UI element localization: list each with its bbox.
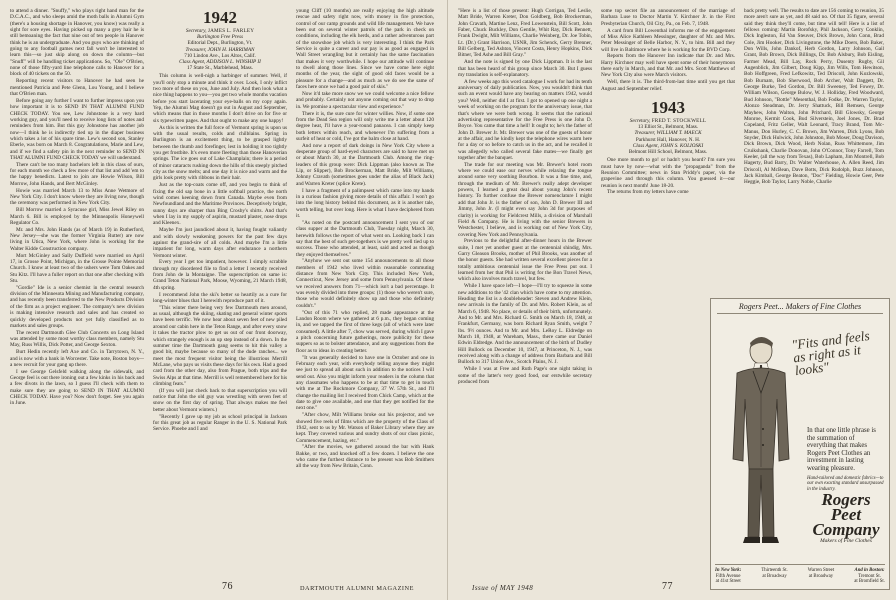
paragraph: There can't be too many bachelors left in this class of ours, for each month we check a few more of that list and add 'em to the happy benedicts. Latest to join are Howie Wilson, Bill Morrow, John Hands, and Bert McGinley. xyxy=(10,161,144,187)
paragraph: Reports from the Hanover Inn indicate that Dr. and Mrs. Harry Kirchner may well have spent some of their honeymoon there early in March, and that Mr. and Mrs. Scott Matthews of New York City also were March visitors. xyxy=(601,53,735,79)
paragraph: "After the movies, we gathered around the bar with Hank Bakke, or two, and knocked off a few dozen. I believe the one who came the furthest distance to be present was Bob Smithers all the way from New Britain, Conn. xyxy=(296,444,434,470)
paragraph: some top secret file an announcement of the marriage of Barbara Luse to Doctor Martin Y. Kirchner Jr. in the First Presbyterian Church, Oil City, Pa., on Feb. 7, 1948. xyxy=(601,8,735,27)
store-3 xyxy=(808,568,834,585)
page-77 xyxy=(448,0,896,600)
logo-line-1: Rogers Peet xyxy=(821,490,871,524)
rogers-peet-advertisement xyxy=(710,298,890,590)
paragraph: I see George Gelsfeld walking along the sidewalk, and George feel is out there ironing out a few kinks in his back and a few divots in the lawn, so I guess I'll check with them to make sure they are going to SEND IN THAT ALUMNI CHECK TODAY. Have you? Now don't forget. See you again in June. xyxy=(10,368,144,407)
right-column-1 xyxy=(458,8,592,568)
secretary-name-1943: FRED T. STOCKWELL xyxy=(651,117,707,124)
right-footer xyxy=(662,581,673,592)
ad-script-tagline: "Fits and feels as right as it looks" xyxy=(790,327,871,379)
paragraph: Mort McGinley and Sally Duffield were married on April 17, in Grosse Point, Michigan, in the Grosse Pointe Memorial Church. I know at least two of the ushers were Tom Oakes and Stu Kitz. I'll have a fuller report on that one after checking with Stu. xyxy=(10,252,144,284)
store-3-street: Warren Street xyxy=(807,568,835,574)
paragraph: The trade for our meeting was Mr. Brewer's hotel room where we could ease our nerves while relaxing the tongue around some very soothing Bourbon. It was a fine time, and, through the medium of Mr. Brewer's really adept developer powers, I learned a great deal about young John's recent history. To further confuse the Brewer nomenclature I might add that John Jr. is the father of son, John D. Brewer III and Jimmy, John Jr. (I might even say John 3d for purposes of clarity) is working for Fieldcrest Mills, a division of Marshall Field & Company. He is living with the senior Brewers in Westchester, I believe, and is working out of New York City, covering New York and Pennsylvania. xyxy=(458,161,592,238)
paragraph: The recent Dartmouth Glee Club Concerts on Long Island was attended by some most worthy class members, namely Stu May, Russ Willis, Dick Potter, and George Sexton. xyxy=(10,329,144,349)
paragraph: "After chow, Milt Williams broke out his projector, and we showed five reels of films which are the property of the Class of 1942, sent to us by Mr. Watson of Baker Library where they are kept. They covered various and sundry shots of our class picnic, Commencement, hazing, etc." xyxy=(296,412,434,444)
paragraph: Just as the top-coats come off, and you begin to think of fixing the old sap bone in a little softball practice, the north wind comes keening down from Canada. Maybe even from Newfoundland and the Maritime Provinces. Deceptively bright, sunny days are sharper than Bing Crosby's shirts. And that's when I lay in my supply of aspirin, mustard plaster, nose drops and Kleenex. xyxy=(153,182,287,227)
paragraph: There it is, the sure cure for winter willies. Now, if some one from the Dead Sea region will only write me a letter about 120 degree heat, I'll have a year-round panacea. I can simply keep both letters within reach, and whenever I'm suffering from a surfeit of heat or cold, I've got the balm close at hand. xyxy=(296,110,434,142)
paragraph: And the note is signed by one Dick Lippman. It is the last that has been heard of this group since March 30. But I guess my translation is self-explanatory. xyxy=(458,59,592,78)
paragraph: to attend a dinner. "Snuffy," who plays right hand man for the D.C.A.C., and who sleeps amid the moth balls in Alumni Gym (there's a housing shortage in Hanover, you know) was really a sight for sore eyes. Having picked up many a grey hair he is still bemoaning the fact that nine out of ten people in Hanover think he is an undergraduate. And you guys who are thinking of going to any football games next fall won't be interested to learn this—so just skip along on down the column—but "Snuff" will be handling ticket applications. So, "Ole" O'Brien, none of those fifty-yard line telephone calls to Hanover for a block of 40 tickets on the 50. xyxy=(10,8,144,78)
paragraph: Bill Morrow married a Syracuse girl, Miss Jewel Riley on March 6. Bill is employed by the Minneapolis Honeywell Regulator Co. xyxy=(10,207,144,226)
store-4 xyxy=(854,568,885,585)
store-2-street: Thirteenth St. xyxy=(761,568,788,574)
store-2-cross: at Broadway xyxy=(762,573,787,579)
logo-line-2: Company xyxy=(812,520,880,539)
treasurer: Treasurer, JOHN H. HARRIMAN xyxy=(185,46,255,53)
ad-header: Rogers Peet... Makers of Fine Clothes xyxy=(717,302,883,314)
logo-line-3: Makers of Fine Clothes xyxy=(820,538,872,544)
paragraph: Every year I get too impatient, however. I simply scrabble through my disordered file to find a letter I recently received from John de la Montaigne. The superscription on same is: Grand Teton National Park, Moose, Wyoming, 21 March 1948, 4th spring. xyxy=(153,259,287,291)
paragraph: While I have space left—I hope—I'll try to squeeze in some new additions to the '42 clan which have come to my attention. Heading the list is a doubleheader: Steven and Andrew Klein, new arrivals in the family of Dr. and Mrs. Robert Klein, as of March 6, 1948. No place, or details of their birth, unfortunately. And to Mr. and Mrs. Richard G. Smith on March 18, 1948, at Frankfurt, Germany, was born Richard Ryan Smith, weight 7 lbs. 9½ ounces. And to Mr. and Mrs. LeRoy L. Eldredge on March 18, 1948, at Wareham, Mass., there came our Daniel Edwin Eldredge. And the announcement of the birth of Dudley Hill Bullock on December 10, 1947, at Princeton, N. J., was received along with a change of address from Barbara and Bill Bullock to 317 Union Ave., Scotch Plains, N. J. xyxy=(458,283,592,366)
magazine-title: DARTMOUTH ALUMNI MAGAZINE xyxy=(300,585,414,592)
paragraph: "Recently I gave up my job as school principal in Jackson for this great job as regular Ranger in the U. S. National Park Service. Phoebe and I and xyxy=(153,413,287,433)
paragraph: While I was at Free and Ruth Page's one night taking in some of the latter's very good food, our erstwhile secretary produced from xyxy=(458,366,592,385)
paragraph: back pretty well. The results to date are 156 coming to reunion, 35 more aren't sure as yet, and 48 said no. Of that 35 figure, several said they think they'll come, but time will tell! Here is a list of fellows coming: Martin Borofsky, Phil Jackson, Gerry Conklin, Dick Ingleston, Ed Van Steuver, Dick Brown, John Conn, Brad Cole, Jim Hooker, Dick Livingstone, the Mike Doers, Bob Baker, Don Wills, John Dankof, Herb Gordon, Larry Johnson, Gail Grant, Bob Brown, Dick Billings, Dr. Bob Alsbury, Bob Eisling, Farmer Mead, Bill Lay, Rock Perry, Dusenty Rugby, Gil Augenblick, Jim Gilbert, Doug Kipp, Jim Wills, Tom Hewitson, Bob Hoffgreen, Fred Lefkowitz, Ted Driscoll, John Kozlowski, Bob Burnam, Bob Sherwood, Bob Archer, Walt Daggett, Dr. George Burke, Ted Gordon, Dr. Bill Sweeney, Ted Fowey, Dr. William Wilson, George Bulow, W. J. Holliday, Fred Woodward, Bud Johnson, "Bottle" Mesenthal, Bob Fodke, Dr. Warren Taylor, Alonzo Steadman, Dr. Jerry Shattuck, Bill Remsen, George Mayhew, John Walton, John Pritchard, Bill Glowsky, George Monroe, Kermit Cook, Bud Silverstein, Joel Jones, Dr. Brad Copeland, Fritz Geller, Walt Leonard, Tracy Brand, Tom Mc-Manus, Don Hurley, C. C. Brown, Jim Warren, Dick Lyons, Bob Snyder, Dick Hulwick, John Johnston, Bob Moser, Doug Davison, Dick Brown, Dick Wood, Herb Nolan, Russ Whittemore, Jim Cruikshank, Charlie Donovan, John O'Connor, Tony Farrell, Tom Keeler, (all the way from Texas), Bob Lapham, Jim Montrell, Bob Hagerty, Bud Barry, Dr. Walter Waterhouse, A. Allen Reed, Jim Driscoll, Al McBean, Dave Botts, Dick Rudolph, Buzz Johnson, Jack Kimball, George Beaton, "Doc" Fielding, Howie Geer, Pete Heggie, Bob Taylor, Larry Noble, Charlie xyxy=(744,8,884,186)
paragraph: And now a report of dark doings in New York City where a desperate group of hard-eyed characters are said to have met on or about March 30, at the Dartmouth Club. Among the ring-leaders of this group were: Dick Lippman (also known as The Lip, or Slipper), Bob Brockerman, Matt Bride, Milt Williams, Johnny Cravath (sometimes goes under the alias of Black Jack) and Warren Kreter (splice Krete). xyxy=(296,142,434,187)
class-agent-address-1943: Belmont Hill School, Belmont, Mass. xyxy=(628,148,708,155)
paragraph: Reporting recent visitors to Hanover he had seen he mentioned Patricia and Pete Glenn, Lou Young, and I believe that O'Brien man. xyxy=(10,78,144,97)
page-number-76: 76 xyxy=(222,581,233,592)
store-1-street: Fifth Avenue xyxy=(715,573,741,579)
secretary-name: JAMES L. FARLEY xyxy=(207,28,255,34)
left-column-1 xyxy=(10,8,144,568)
class-agent-address: 17 State St., Marblehead, Mass. xyxy=(187,65,253,72)
paragraph: "Out of this 71 who replied, 28 made appearance at the Landon Room where we gathered at 6 p.m., they began coming in, and we tapped the first of three kegs (all of which were later consumed). A little after 7, chow was served, during which I gave a pitch concerning future gatherings, more publicity for these suppers so as to bolster attendance, and any suggestions from the floor as to ideas in creating better. xyxy=(296,309,434,354)
paragraph: I have a fragment of a palimpsest which came into my hands in a curious fashion giving more details of this affair. I won't go into the long history behind this document, as it is another tale, worth telling, but over long. Here is what I have deciphered from it. xyxy=(296,187,434,219)
man-in-suit-illustration xyxy=(717,329,801,547)
store-3-cross: at Broadway xyxy=(808,573,834,579)
paragraph: As this is written the full force of Vermont spring is upon us with the usual results, colds and chilblains. Spring in Burlington is an excitement thing, to be grasped lightly between the thumb and forefinger, lest in holding it too tightly you get frostbite. It's even more fleeting than those Hanoverian springs. The ice goes out of Lake Champlain; there is a period of minor cataracts rushing down the hills of this steeply pitched city as the snow melts; and one day it is nice and warm and the girls look pretty with ribbons in their hair. xyxy=(153,124,287,182)
paragraph: A few weeks ago this word catalogue I work for had its tenth anniversary of daily publication. Now, you wouldn't think that such an event would have any bearing on matters 1942, would you? Well, neither did I at first. I got to opened up one night a week of working on the program for the anniversary issue, that that's where we were both wrong. It seems that the national advertising representative for the Free Press is one John D. Boyce. You came that time a hell! It ought to; he's the father of John D. Brewer Jr. Mr. Brewer was one of the guests of honor at the affair, and he kindly kept the telephone wires warm here for a day or so before to catch us in the act, and he recalled it was allegedly who called several fake mates—we finally get together after the banquet. xyxy=(458,78,592,161)
secretary-address: Burlington Free Press xyxy=(196,34,243,41)
paragraph: The returns from my letters have come xyxy=(607,189,689,196)
store-1-cross: at 41st Street xyxy=(715,579,741,585)
class-agent-1943: Class Agent, JOHN S. KOLIOSKI xyxy=(632,142,704,149)
class-agent: Class Agent, ADDISON L. WINSHIP II xyxy=(179,59,261,66)
right-column-3 xyxy=(744,8,884,292)
paragraph: "Anyhow we sent out some 154 announcements to all those members of 1942 who lived within reasonable commuting distance from New York City. This included New York, Connecticut, New Jersey and some from Pennsylvania. Of these we received answers from 71—which isn't a bad percentage. It was evenly divided into three groups: (1) those who weren't sure, those who would definitely show up and those who definitely couldn't." xyxy=(296,258,434,309)
store-locations xyxy=(715,564,885,585)
paragraph: young Cliff (10 months) are really enjoying the high altitude rescue and safety right now, with money in fire protection, control of our camp grounds and wild life management. We have been out on several winter patrols of the park in check on conditions, including the elk herds, and a rather adventurous part of the snowshoe job which is very interesting. I think the Park Service is quite a career and our pay is as good as engaged in Wall Street wrangling but it certainly has the same fascination that makes it very worthwhile. I hope our attitude will continue to dwell along those lines. Since we have come here eight months of the year, the sight of good old faces would be a pleasure for a change—and as much as we do see the same ol' faces here once we had a good pair of skis." xyxy=(296,8,434,91)
secretary-label: Secretary, xyxy=(185,28,207,34)
secretary-address-2: Editorial Dept., Burlington, Vt. xyxy=(187,40,253,47)
treasurer-address-1943: Parkhurst Hall, Hanover, N. H. xyxy=(635,136,701,143)
paragraph: Maybe I'm just jaundiced about it, having fought valiantly and with slowly weakening powers for the past few days against the grand-sire of all colds. And maybe I'm a little impatient for long, warm days after endurance a northern Vermont winter. xyxy=(153,227,287,259)
paragraph: One more month to go! or hadn't you heard? I'm sure you must have by now—what with the "propaganda" from the Reunion Committee; news in Stan Priddy's paper, via the grapevine and through this column. You guessed it—our reunion is next month! June 18-20. xyxy=(601,157,735,189)
store-2 xyxy=(761,568,787,585)
paragraph: A card from Bill Lowenthal informs me of the engagement of Miss Alice Kathleen Messinger, daughter of Mr. and Mrs. Peter Messinger of Belle Harbor, N. Y., to him. Bill and they will live in Baltimore where he is working for the BVD Corp. xyxy=(601,27,735,53)
paragraph: "Gordie" Ide is a senior chemist in the central research division of the Minnesota Mining and Manufacturing company, and has recently been transferred to the New Products Division of the firm as a project engineer. The company's new division is making intensive research and sales and has created so quickly developed products not yet fully classified as to markets and sales groups. xyxy=(10,284,144,329)
ad-small-text: Hand-tailored and domestic fabrics—to our own exacting standard unsurpassed in the industry. xyxy=(807,475,884,493)
paragraph: Previous to the delightful after-dinner hours in the Brewer suite, I met yet another guest at the centennial shindig, Mrs. Garry Gleason Brooks, mother of Phil Brooks, was another of the honor guests. She had written several excellent pieces for a totally ambitious centennial issue the Free Press put out. I learned from her that Phil is writing for the Bon Travel News, which also involves much travel, but few. xyxy=(458,238,592,283)
paragraph: "As noted on the postcard announcement I sent you of our class supper at the Dartmouth Club, Tuesday night, March 30, herewith follows the report of what went on. Looking back I can say that the best of such get-togethers is we pretty well tied up to success. Those who attended, at least, said and acted as though they enjoyed themselves." xyxy=(296,219,434,258)
class-year-heading: 1942 xyxy=(203,8,237,27)
class-year-heading-1943: 1943 xyxy=(651,97,685,117)
right-column-2-text xyxy=(601,8,735,92)
store-1-label: In New York: xyxy=(715,568,742,574)
left-column-2-text xyxy=(153,73,287,432)
page-number-77: 77 xyxy=(662,581,673,592)
left-footer xyxy=(222,581,233,592)
issue-date: Issue of MAY 1948 xyxy=(472,584,534,592)
paragraph: This column is well-nigh a harbinger of summer. Well, if you'll only stop a minute and think it over. Look, I only inflict two more of these on you, June and July. And then look what a nice thing happens to you—you get two whole months vacation before you start lacerating your eye-balls on my copy again. Yep, the Alumni Mag doesn't go out in August and September, which means that in those months I don't drive on for five or six typewritten pages. And that ought to make any one happy! xyxy=(153,73,287,124)
secretary-address-1943: 13 Elliot St., Belmont, Mass. xyxy=(637,124,699,131)
store-4-street: Tremont St. xyxy=(858,573,881,579)
left-column-2 xyxy=(153,8,287,568)
treasurer-1943: Treasurer, WILLIAM T. MAECK xyxy=(634,130,702,137)
paragraph: Now it'd take more snow we we could welcome a nice fellow and probably. Certainly not anyone coming out that way to drop in. We promise a spectacular view and experience." xyxy=(296,90,434,110)
paragraph: Before going any further I want to further impress upon you how important it is to SEND IN THAT ALUMNI FUND CHECK TODAY. You see, Lew Johnstone is a very hard working guy, and you'll need to receive long lists of notes and reminders from him. But this guy Johnstone has another job now—I think he is indirectly tied up in the diaper business which takes a lot of his spare time. Lew's second son, Stanley Eberle, was born on March 8. Congratulations, Marie and Lew, and if we find a safety pin in the next reminder to SEND IN THAT ALUMNI FUND CHECK TODAY we will understand. xyxy=(10,97,144,161)
ad-body xyxy=(807,427,885,493)
class-officers xyxy=(153,28,287,71)
store-4-cross: at Bromfield St. xyxy=(854,579,885,585)
store-1 xyxy=(715,568,741,585)
treasurer-address: 710 Lindon Ave., Los Altos, Calif. xyxy=(184,52,256,59)
paragraph: "Here is a list of those present: Hugh Corrigan, Ted Leslie, Matt Bride, Warren Kreter, Don Goldberg, Bob Brockerman, John Cravath, Martine Lenz, Fred Lowenstein, Bill Scott, John Faber, Chuck Buckley, Don Gentile, Whit Ray, Dick Bennett, Frank Dwight, Milt Williams, Charlie Weinberg, Dr. Joe Tobin, Lt. (Dr.) Grant Harrison, USNR, Jim Schenck, Gerry Brenner, Bill Gelberg, Ted Ashton, Vincent Costa, Henry Hopkins, Dick Bitner, Ted Ashe and Bill Gray." xyxy=(458,8,592,59)
left-column-3 xyxy=(296,8,434,568)
paragraph: Well, there it is. The third-from-last time until you get that August and September relief. xyxy=(601,79,735,92)
paragraph: I recommend John the ski's better so heartily as a cure for long-winter blues that I herewith reproduce part of it. xyxy=(153,291,287,304)
paragraph: Mr. and Mrs. John Hands (as of March 19) in Rutherford, New Jersey—she was the former Virginia Rutter) are now living in Utica, New York, where John is working for the Walter Kidde Construction company. xyxy=(10,226,144,252)
paragraph: "It was generally decided to have one in October and one in February each year, with everybody telling anyone they might see just to spread all about such in addition to the notices I will send out. Also you might inform your readers in the column that any classmates who happens to be at that time to get in touch with me at The Rockmore Company, 37 W. 57th St., and I'll change the mailing list I received from Chick Camp, which at the date to give one available, and one that they get notified for the next one." xyxy=(296,354,434,412)
class-officers-1943 xyxy=(601,118,735,155)
paragraph: Burt Hedin recently left Axe and Co. in Tarrytown, N. Y., and is now with a bank in Worcester. Take note, Boston boys—a new recruit for your gang up there. xyxy=(10,349,144,368)
store-4-label: And in Boston: xyxy=(854,568,885,574)
right-column-2-text-b xyxy=(601,157,735,196)
paragraph: "This winter there being very few Dartmouth men around, as usual, although the skiing, skating and general winter sports have been terrific. We now hear about seven feet of new piled around our cabin here in the Teton Range, and after every snow it takes the tractor plow to get us out of our front doorway, which strangely enough is an up step instead of a down. In the summer time the Dartmouth gang seems to hit this valley a good bit, maybe because so many of the dude ranches... we meet the most frequent visitor being the illustrious Merrill McLane, who pays us visits these days for his own. Had a good card from the other day, also from Prague, both trips and the Swiss Alps at that time. Merrill is well remembered here for his climbing feats." xyxy=(153,304,287,387)
ad-body-text: In that one little phrase is the summation of everything that makes Rogers Peet Clothes an investment in lasting wearing pleasure. xyxy=(807,427,876,472)
rogers-peet-logo xyxy=(807,492,885,544)
paragraph: (If you will just check back to that superscription you will notice that John the old guy was wrestling with seven feet of snow on the first day of spring. That always makes me feel better about Vermont winters.) xyxy=(153,387,287,413)
paragraph: Howie was married March 13 to Miss Anne Wetmore of New York City. I don't know where they are living now, though the ceremony was performed in New York City. xyxy=(10,187,144,207)
secretary-label-1943: Secretary, xyxy=(629,117,651,124)
